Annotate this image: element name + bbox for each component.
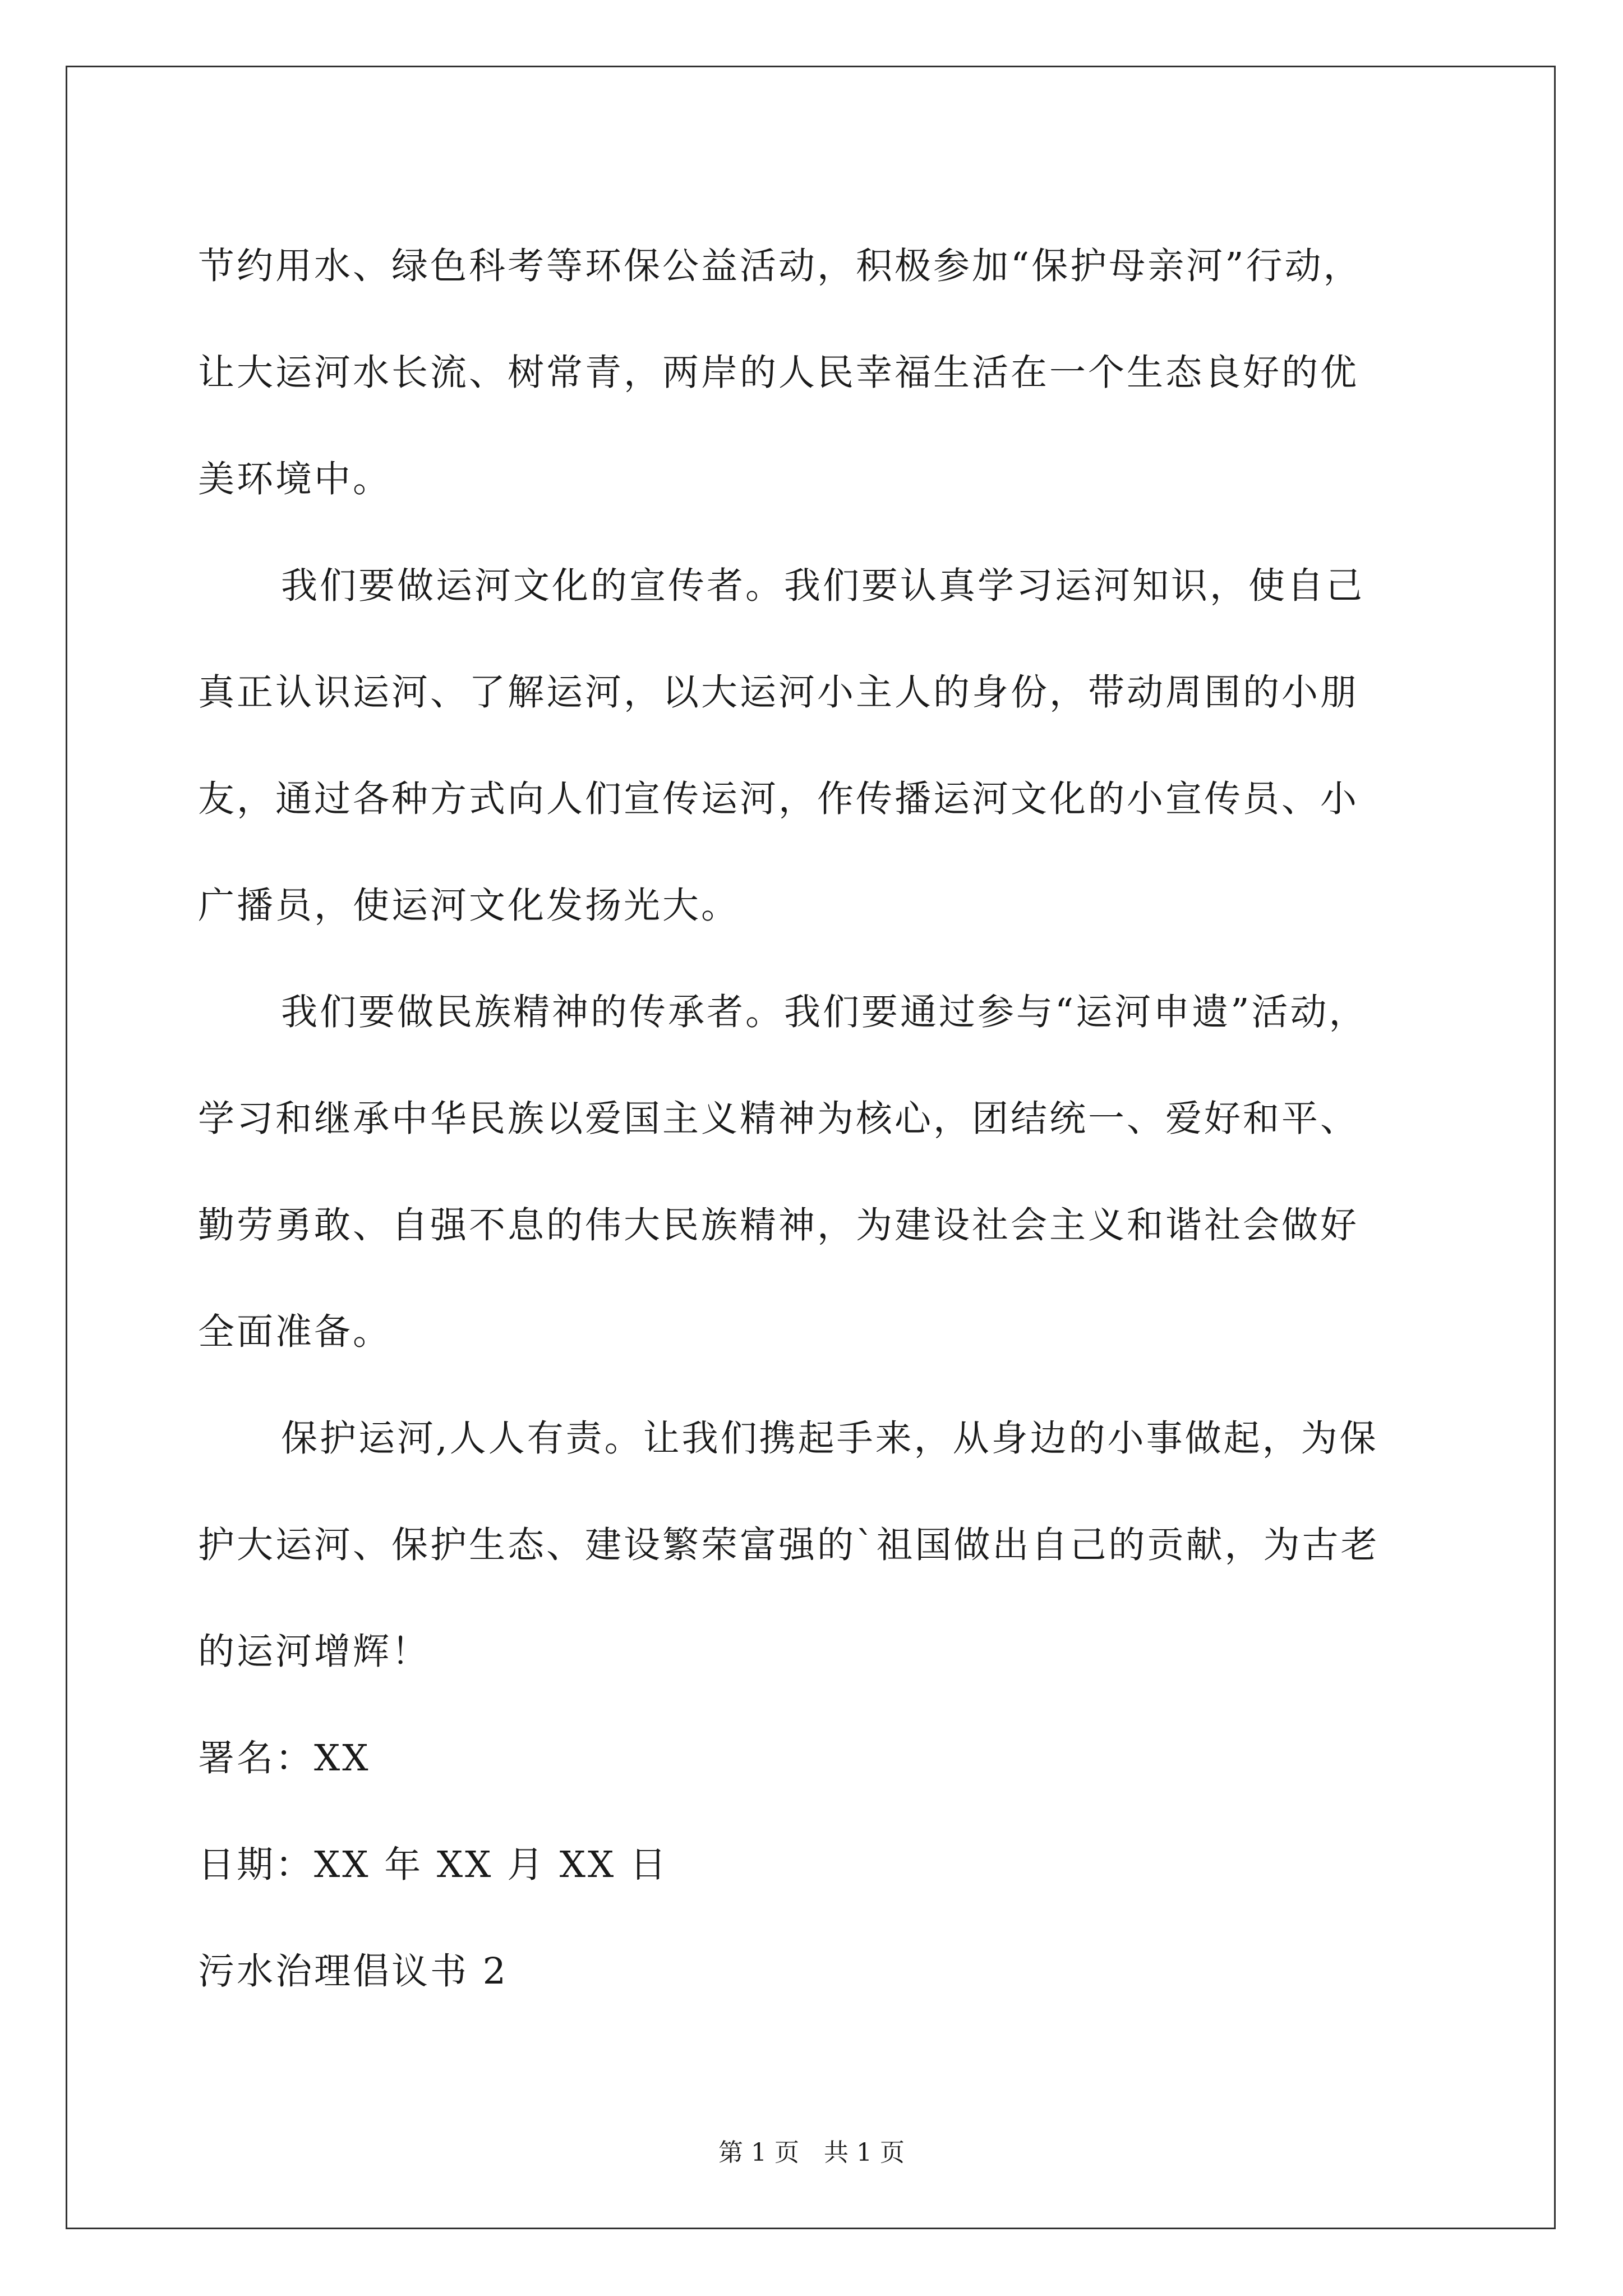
page-footer: 第 1 页 共 1 页 (718, 2138, 905, 2167)
paragraph-4-line-2: 护大运河、保护生态、建设繁荣富强的`祖国做出自己的贡献，为古老 (198, 1524, 1380, 1566)
paragraph-1-line-2: 让大运河水长流、树常青，两岸的人民幸福生活在一个生态良好的优 (198, 352, 1359, 394)
date-line: 日期：XX 年 XX 月 XX 日 (198, 1844, 668, 1886)
paragraph-2-line-4: 广播员，使运河文化发扬光大。 (198, 885, 740, 927)
paragraph-3-line-3: 勤劳勇敢、自强不息的伟大民族精神，为建设社会主义和谐社会做好 (198, 1204, 1359, 1246)
document-body (198, 213, 1482, 2025)
signature-line: 署名：XX (198, 1737, 371, 1779)
paragraph-4-line-1: 保护运河,人人有责。让我们携起手来，从身边的小事做起，为保 (281, 1418, 1378, 1460)
paragraph-2-line-3: 友，通过各种方式向人们宣传运河，作传播运河文化的小宣传员、小 (198, 778, 1359, 820)
paragraph-3-line-1: 我们要做民族精神的传承者。我们要通过参与“运河申遗”活动， (281, 991, 1368, 1033)
paragraph-2-line-1: 我们要做运河文化的宣传者。我们要认真学习运河知识，使自己 (281, 565, 1365, 607)
paragraph-3-line-2: 学习和继承中华民族以爱国主义精神为核心，团结统一、爱好和平、 (198, 1098, 1359, 1140)
next-section-title: 污水治理倡议书 2 (198, 1950, 509, 1993)
paragraph-4-line-3: 的运河增辉！ (198, 1631, 431, 1673)
paragraph-2-line-2: 真正认识运河、了解运河，以大运河小主人的身份，带动周围的小朋 (198, 671, 1359, 714)
paragraph-1-line-1: 节约用水、绿色科考等环保公益活动，积极参加“保护母亲河”行动， (198, 245, 1362, 287)
paragraph-3-line-4: 全面准备。 (198, 1311, 392, 1353)
paragraph-1-line-3: 美环境中。 (198, 458, 392, 500)
